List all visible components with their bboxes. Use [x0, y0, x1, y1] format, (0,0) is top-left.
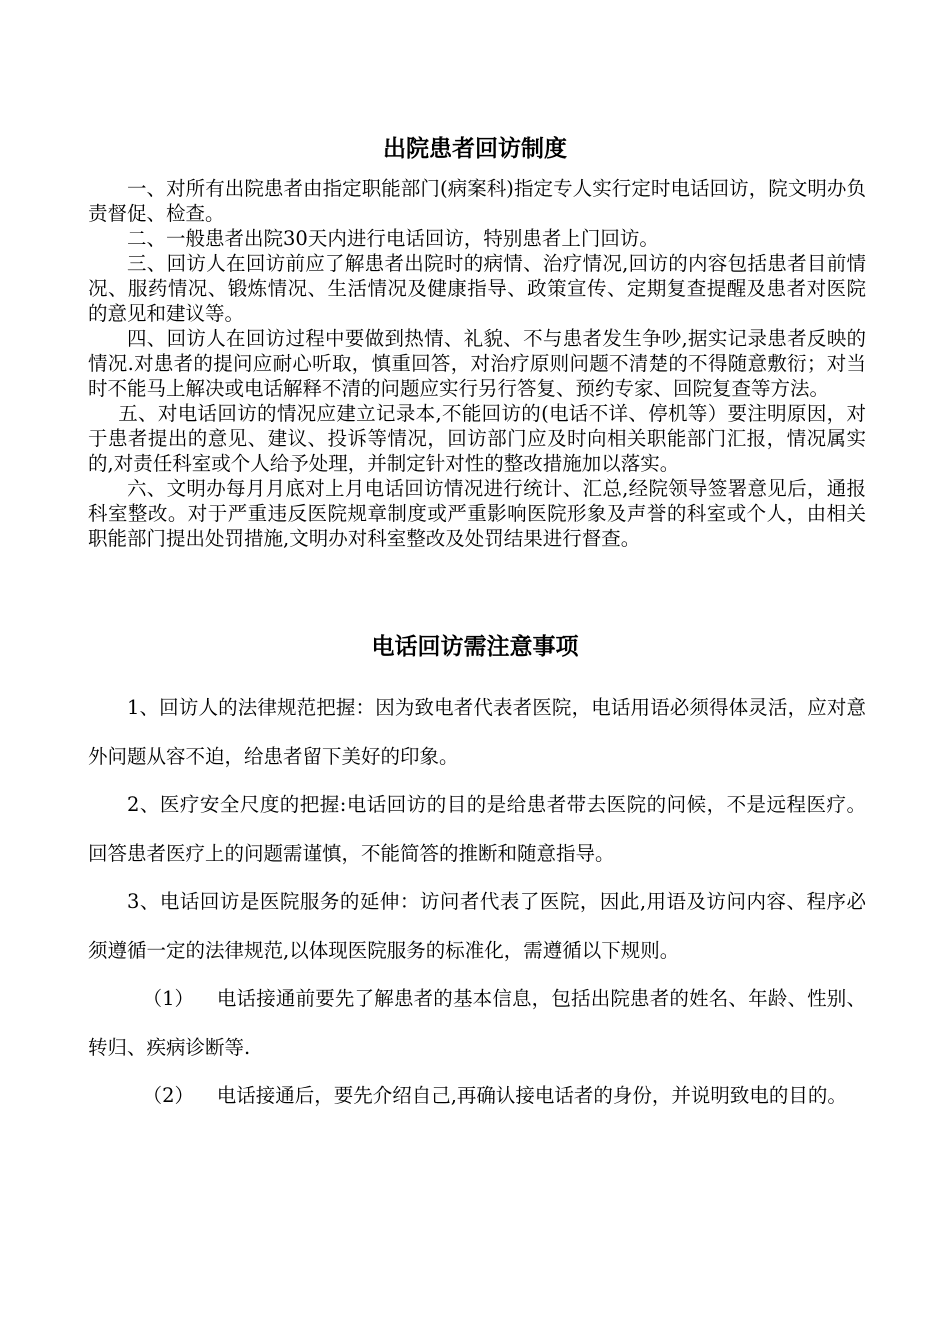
policy-paragraph: 六、文明办每月月底对上月电话回访情况进行统计、汇总,经院领导签署意见后，通报科室整改。对于严重违反医院规章制度或严重影响医院形象及声誉的科室或个人，由相关职能部门提出处罚措施,文明办对科室整改及处罚结果进行督查。 [88, 477, 866, 550]
policy-paragraph: 三、回访人在回访前应了解患者出院时的病情、治疗情况,回访的内容包括患者目前情况、服药情况、锻炼情况、生活情况及健康指导、政策宣传、定期复查提醒及患者对医院的意见和建议等。 [88, 252, 866, 325]
section-title: 电话回访需注意事项 [371, 633, 579, 660]
sub-item [88, 975, 866, 1072]
sub-item-number: （1） [142, 987, 195, 1010]
notes-paragraph: 1、回访人的法律规范把握：因为致电者代表者医院，电话用语必须得体灵活，应对意外问题从容不迫，给患者留下美好的印象。 [88, 696, 866, 768]
notes-paragraph: 3、电话回访是医院服务的延伸：访问者代表了医院，因此,用语及访问内容、程序必须遵循一定的法律规范,以体现医院服务的标准化，需遵循以下规则。 [88, 890, 866, 962]
policy-paragraph: 五、对电话回访的情况应建立记录本,不能回访的(电话不详、停机等）要注明原因，对于患者提出的意见、建议、投诉等情况，回访部门应及时向相关职能部门汇报，情况属实的,对责任科室或个人给予处理，并制定针对性的整改措施加以落实。 [88, 402, 866, 475]
document-title: 出院患者回访制度 [383, 135, 567, 162]
sub-item-text: 电话接通后，要先介绍自己,再确认接电话者的身份，并说明致电的目的。 [216, 1084, 847, 1107]
sub-item-text: 电话接通前要先了解患者的基本信息，包括出院患者的姓名、年龄、性别、转归、疾病诊断等. [88, 987, 866, 1059]
notes-section [88, 684, 866, 1121]
policy-section [88, 176, 866, 551]
policy-paragraph: 一、对所有出院患者由指定职能部门(病案科)指定专人实行定时电话回访，院文明办负责督促、检查。 [88, 177, 866, 225]
notes-paragraph: 2、医疗安全尺度的把握:电话回访的目的是给患者带去医院的问候，不是远程医疗。回答患者医疗上的问题需谨慎，不能简答的推断和随意指导。 [88, 793, 866, 865]
policy-paragraph: 二、一般患者出院30天内进行电话回访，特别患者上门回访。 [127, 227, 659, 250]
sub-item-number: （2） [142, 1084, 195, 1107]
policy-paragraph: 四、回访人在回访过程中要做到热情、礼貌、不与患者发生争吵,据实记录患者反映的情况.对患者的提问应耐心听取，慎重回答，对治疗原则问题不清楚的不得随意敷衍；对当时不能马上解决或电话解释不清的问题应实行另行答复、预约专家、回院复查等方法。 [88, 327, 866, 400]
sub-item [88, 1072, 866, 1121]
